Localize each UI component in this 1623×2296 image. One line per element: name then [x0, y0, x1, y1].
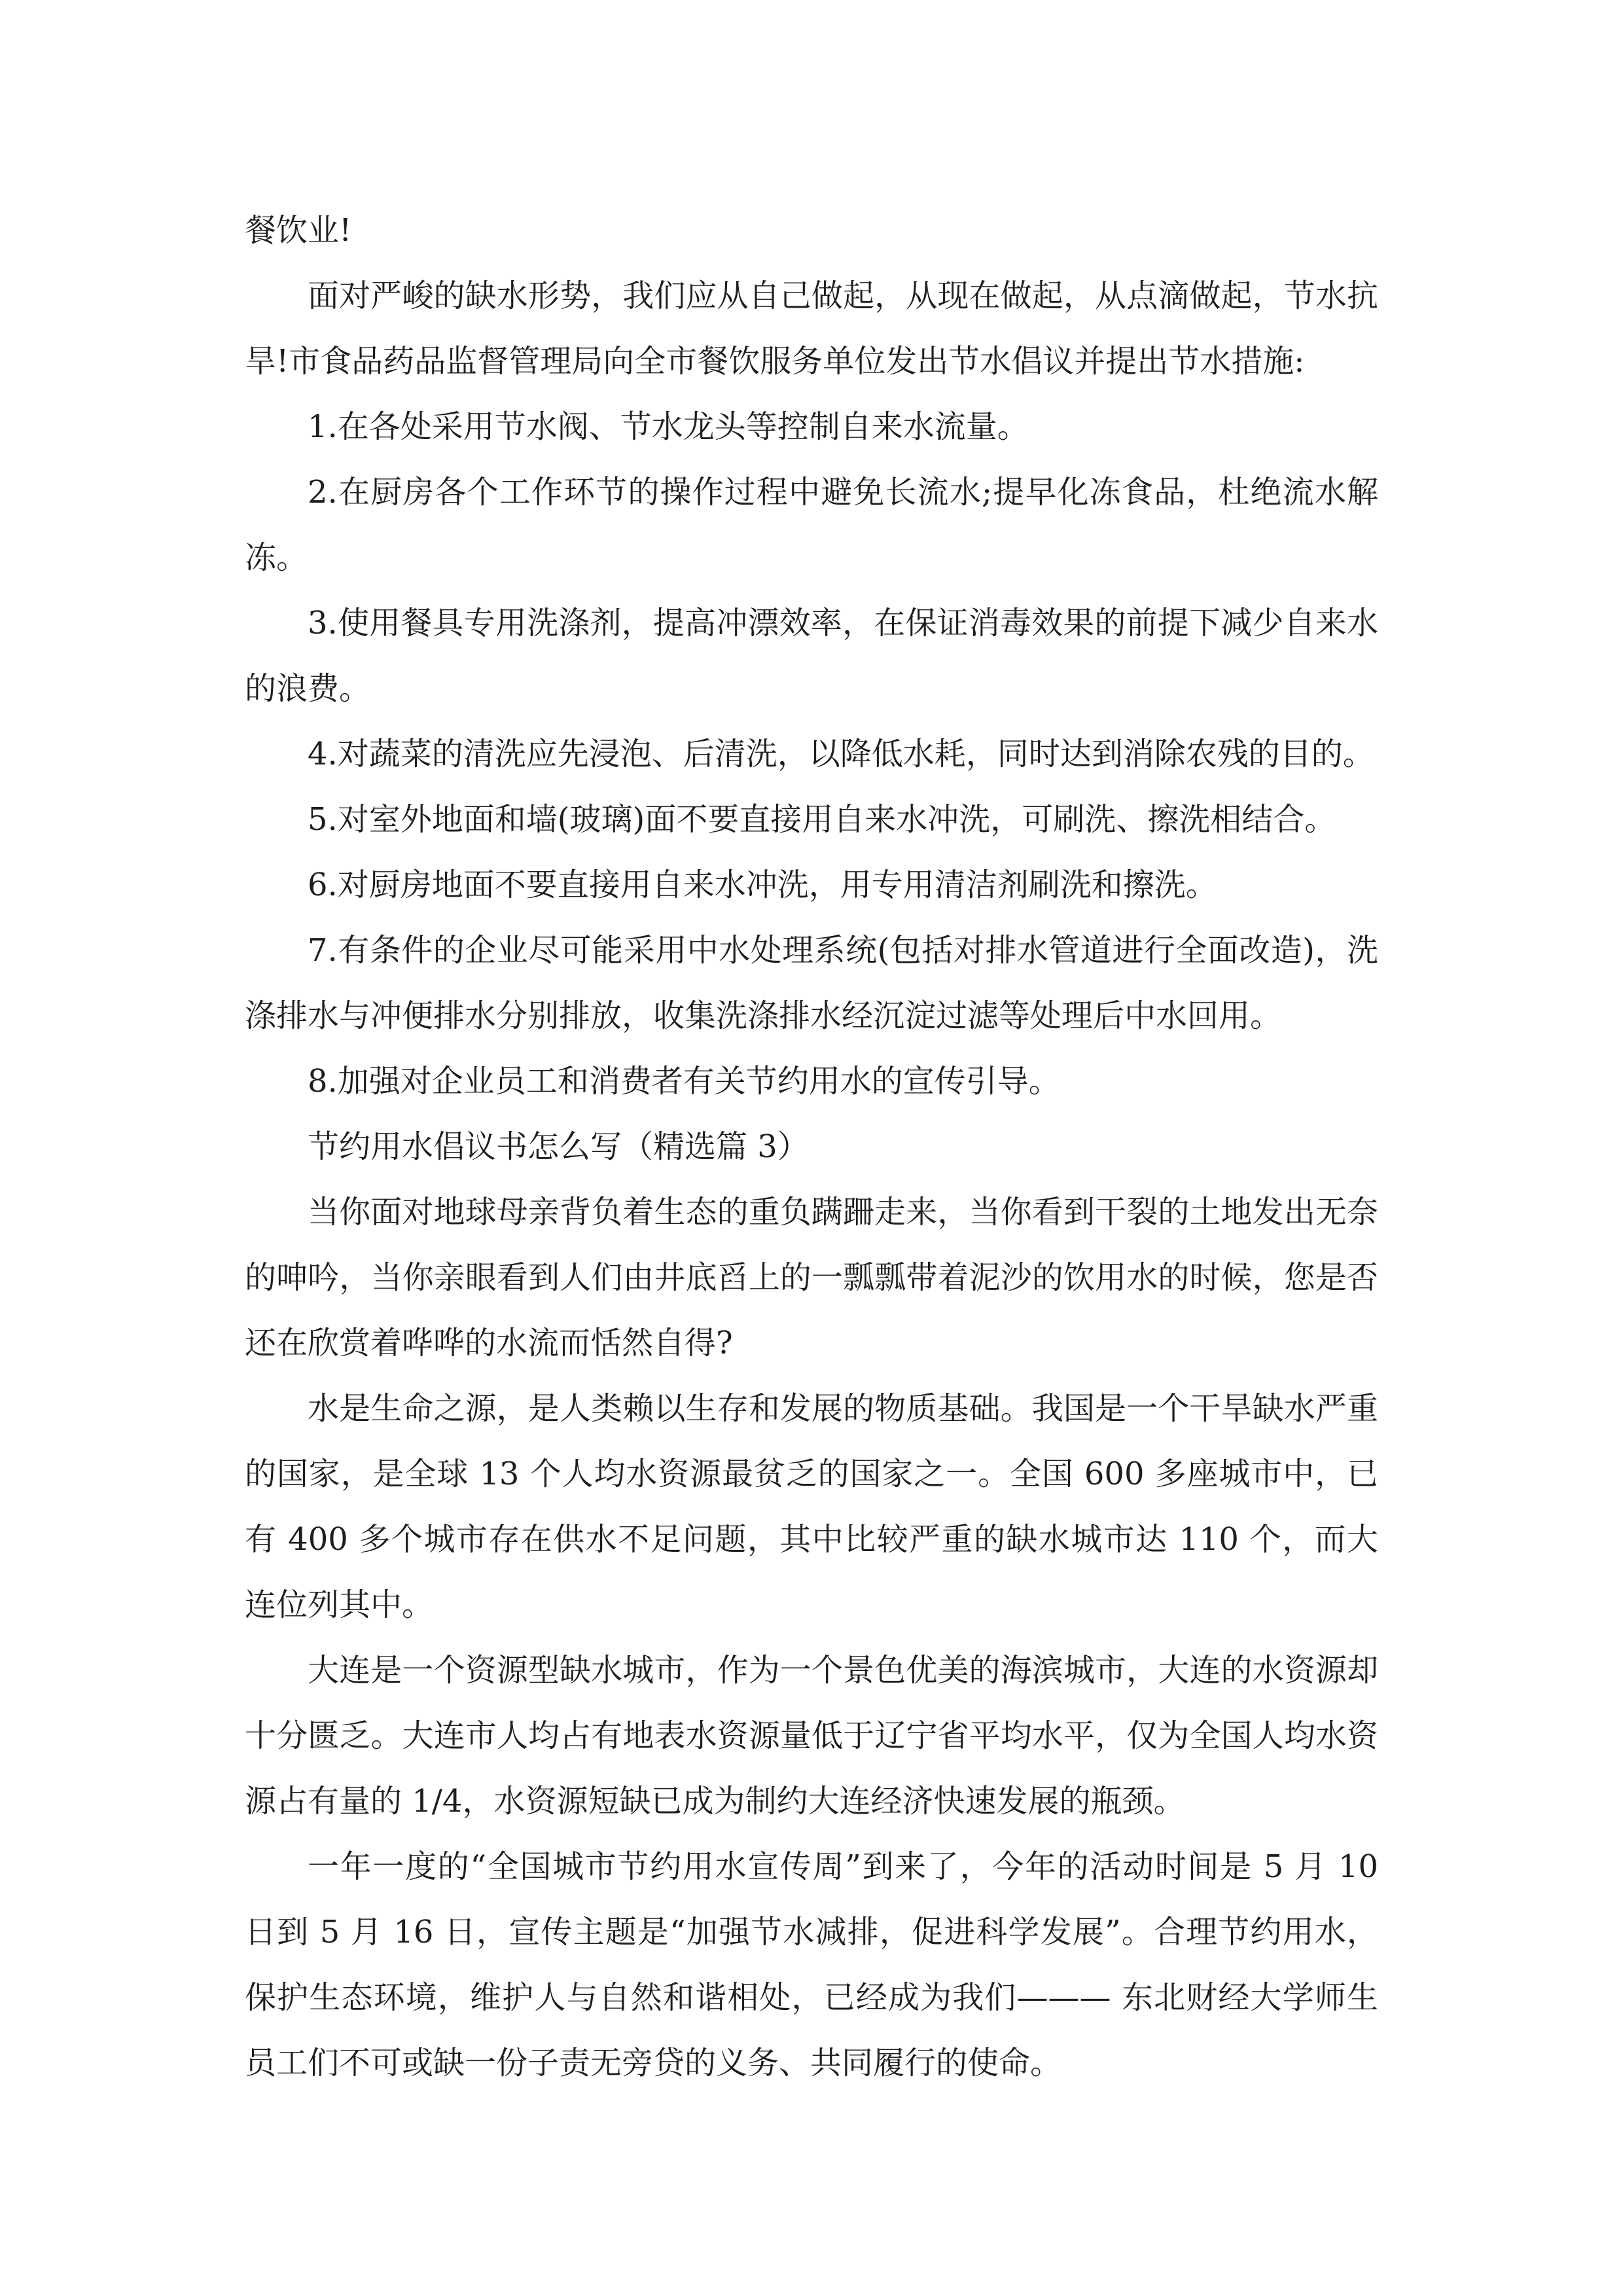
- list-item-7: 7.有条件的企业尽可能采用中水处理系统(包括对排水管道进行全面改造)，洗涤排水与冲便排水分别排放，收集洗涤排水经沉淀过滤等处理后中水回用。: [245, 932, 1378, 1034]
- list-item-5: 5.对室外地面和墙(玻璃)面不要直接用自来水冲洗，可刷洗、擦洗相结合。: [308, 801, 1336, 838]
- paragraph-dalian: 大连是一个资源型缺水城市，作为一个景色优美的海滨城市，大连的水资源却十分匮乏。大连市人均占有地表水资源量低于辽宁省平均水平，仅为全国人均水资源占有量的 1/4，水资源短缺已成为制约大连经济快速发展的瓶颈。: [245, 1652, 1378, 1820]
- list-item-8: 8.加强对企业员工和消费者有关节约用水的宣传引导。: [308, 1063, 1060, 1100]
- list-item-1: 1.在各处采用节水阀、节水龙头等控制自来水流量。: [308, 408, 1029, 445]
- paragraph-intro: 面对严峻的缺水形势，我们应从自己做起，从现在做起，从点滴做起，节水抗旱!市食品药品监督管理局向全市餐饮服务单位发出节水倡议并提出节水措施:: [245, 278, 1378, 380]
- paragraph-earth: 当你面对地球母亲背负着生态的重负蹒跚走来，当你看到干裂的土地发出无奈的呻吟，当你亲眼看到人们由井底舀上的一瓢瓢带着泥沙的饮用水的时候，您是否还在欣赏着哗哗的水流而恬然自得?: [245, 1194, 1378, 1361]
- list-item-4: 4.对蔬菜的清洗应先浸泡、后清洗，以降低水耗，同时达到消除农残的目的。: [308, 736, 1374, 772]
- document-body: [245, 198, 1378, 2096]
- paragraph-week: 一年一度的“全国城市节约用水宣传周”到来了，今年的活动时间是 5 月 10 日到 5 月 16 日，宣传主题是“加强节水减排，促进科学发展”。合理节约用水，保护生态环境，维护人与自然和谐相处，已经成为我们——— 东北财经大学师生员工们不可或缺一份子责无旁贷的义务、共同履行的使命。: [245, 1848, 1378, 2081]
- list-item-2: 2.在厨房各个工作环节的操作过程中避免长流水;提早化冻食品，杜绝流水解冻。: [245, 474, 1378, 576]
- paragraph-continuation: 餐饮业!: [245, 212, 352, 249]
- list-item-3: 3.使用餐具专用洗涤剂，提高冲漂效率，在保证消毒效果的前提下减少自来水的浪费。: [245, 605, 1378, 707]
- list-item-6: 6.对厨房地面不要直接用自来水冲洗，用专用清洁剂刷洗和擦洗。: [308, 867, 1217, 903]
- section-heading: 节约用水倡议书怎么写（精选篇 3）: [308, 1128, 809, 1165]
- paragraph-water-source: 水是生命之源，是人类赖以生存和发展的物质基础。我国是一个干旱缺水严重的国家，是全球 13 个人均水资源最贫乏的国家之一。全国 600 多座城市中，已有 400 多个城市存在供水不足问题，其中比较严重的缺水城市达 110 个，而大连位列其中。: [245, 1390, 1378, 1623]
